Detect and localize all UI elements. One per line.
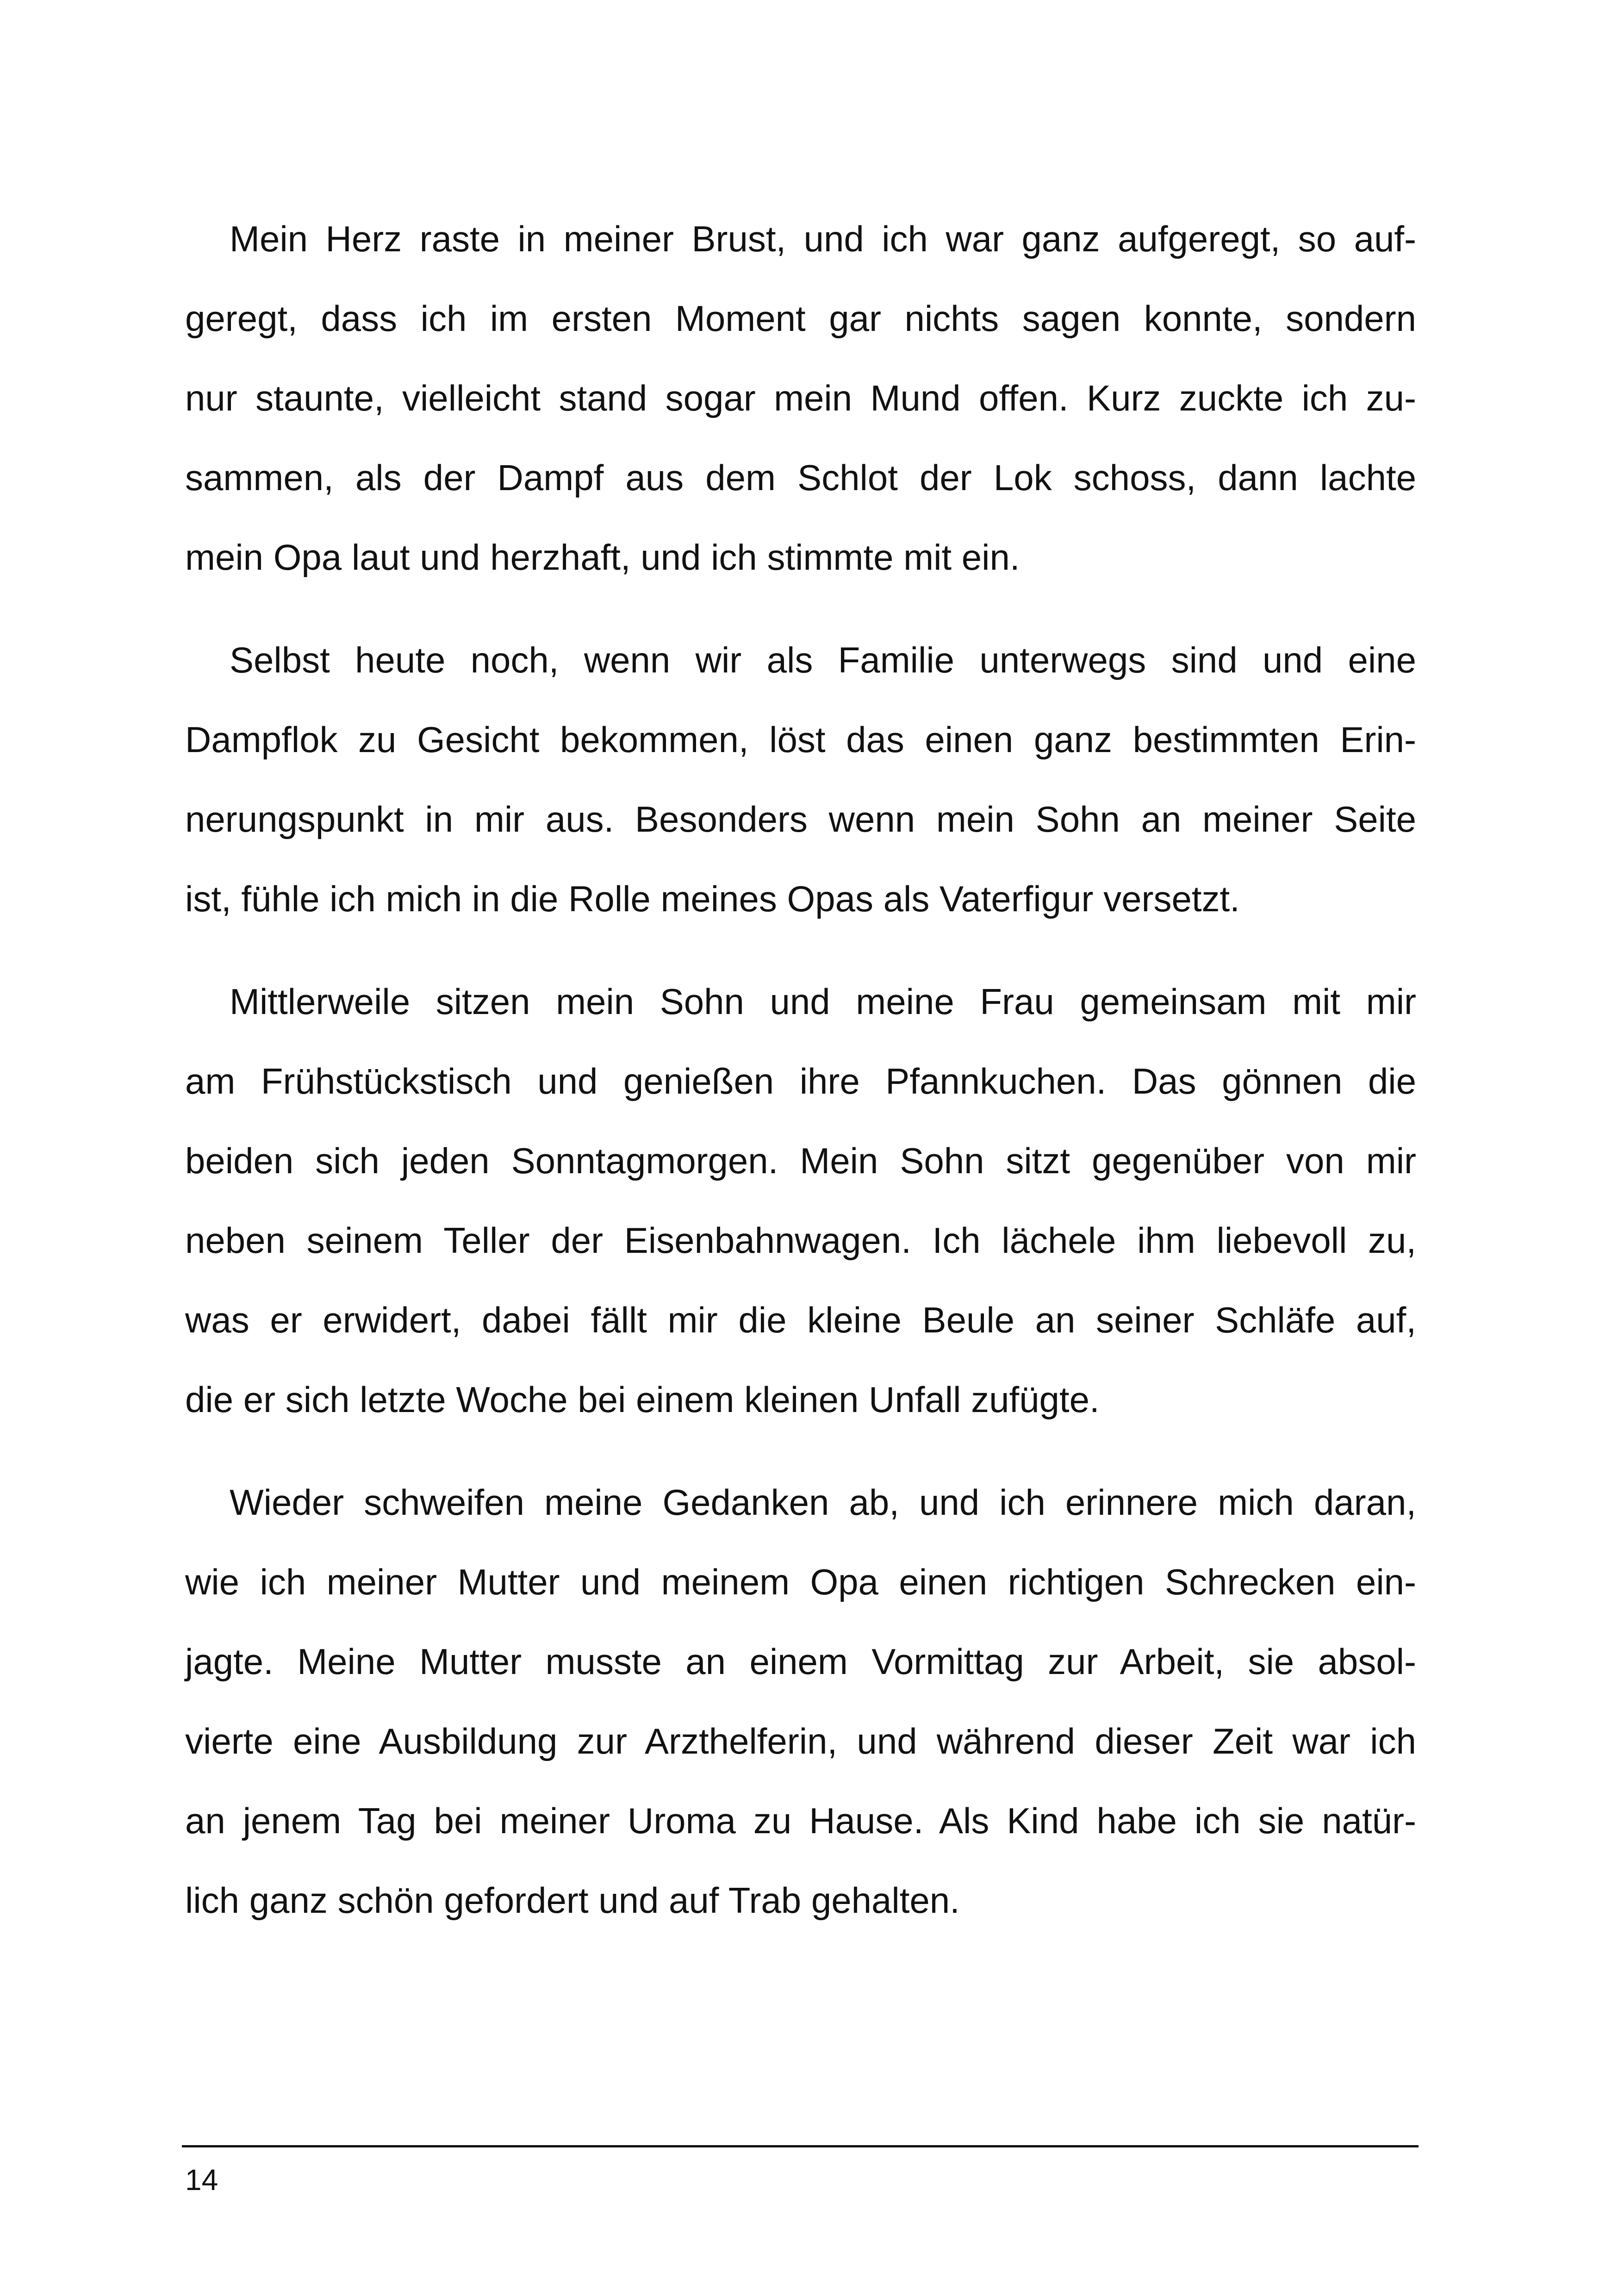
text-line: sammen, als der Dampf aus dem Schlot der Lok schoss, dann lachte <box>185 457 1416 498</box>
paragraph-4 <box>185 1462 1416 1940</box>
footer-divider <box>182 2145 1419 2147</box>
paragraph-1 <box>185 199 1416 597</box>
text-line: geregt, dass ich im ersten Moment gar nichts sagen konnte, sondern <box>185 298 1416 339</box>
text-line: lich ganz schön gefordert und auf Trab gehalten. <box>185 1880 960 1921</box>
text-line: am Frühstückstisch und genießen ihre Pfannkuchen. Das gönnen die <box>185 1061 1416 1101</box>
body-text <box>185 199 1416 1963</box>
text-line: nur staunte, vielleicht stand sogar mein Mund offen. Kurz zuckte ich zu- <box>185 378 1416 418</box>
text-line: neben seinem Teller der Eisenbahnwagen. Ich lächele ihm liebevoll zu, <box>185 1220 1416 1261</box>
text-line: Selbst heute noch, wenn wir als Familie unterwegs sind und eine <box>230 640 1416 680</box>
text-line: was er erwidert, dabei fällt mir die kleine Beule an seiner Schläfe auf, <box>185 1300 1416 1340</box>
paragraph-3 <box>185 962 1416 1439</box>
text-line: ist, fühle ich mich in die Rolle meines Opas als Vaterfigur versetzt. <box>185 878 1240 919</box>
text-line: wie ich meiner Mutter und meinem Opa einen richtigen Schrecken ein- <box>185 1562 1416 1602</box>
text-line: an jenem Tag bei meiner Uroma zu Hause. Als Kind habe ich sie natür- <box>185 1800 1416 1841</box>
paragraph-2 <box>185 620 1416 939</box>
text-line: Wieder schweifen meine Gedanken ab, und ich erinnere mich daran, <box>230 1482 1416 1523</box>
page-number: 14 <box>185 2163 218 2196</box>
text-line: beiden sich jeden Sonntagmorgen. Mein Sohn sitzt gegenüber von mir <box>185 1140 1416 1181</box>
text-line: Mein Herz raste in meiner Brust, und ich war ganz aufgeregt, so auf- <box>230 218 1416 259</box>
text-line: die er sich letzte Woche bei einem kleinen Unfall zufügte. <box>185 1379 1100 1420</box>
text-line: vierte eine Ausbildung zur Arzthelferin, und während dieser Zeit war ich <box>185 1721 1416 1761</box>
text-line: Mittlerweile sitzen mein Sohn und meine Frau gemeinsam mit mir <box>230 981 1416 1022</box>
text-line: nerungspunkt in mir aus. Besonders wenn mein Sohn an meiner Seite <box>185 799 1416 840</box>
text-line: Dampflok zu Gesicht bekommen, löst das einen ganz bestimmten Erin- <box>185 719 1416 760</box>
text-line: mein Opa laut und herzhaft, und ich stimmte mit ein. <box>185 537 1020 578</box>
text-line: jagte. Meine Mutter musste an einem Vormittag zur Arbeit, sie absol- <box>185 1641 1416 1682</box>
